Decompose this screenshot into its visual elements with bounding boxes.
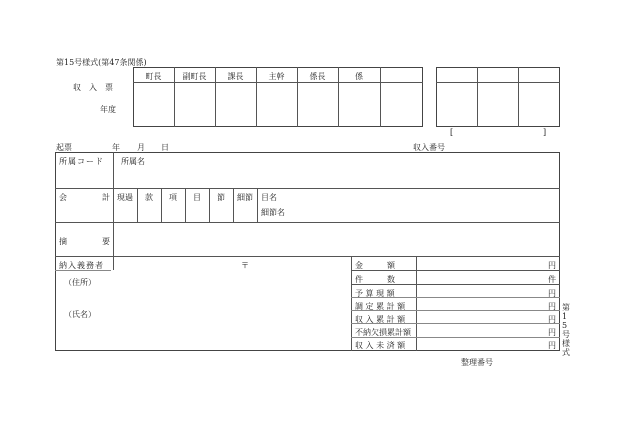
account-label-left: 会 <box>59 193 67 202</box>
day-label: 日 <box>161 143 169 152</box>
dept-name-label: 所属名 <box>121 157 145 166</box>
item-name-label: 目名 <box>261 193 277 202</box>
amount-label-deficit: 不納欠損累計額 <box>355 328 411 337</box>
receipt-label: 収 入 票 <box>73 83 113 92</box>
payer-label: 納入義務者 <box>59 261 104 270</box>
amount-label-budget: 予 算 現 額 <box>355 289 395 298</box>
amount-unit-count: 件 <box>548 275 556 284</box>
summary-label-left: 摘 <box>59 237 67 246</box>
address-label: （住所） <box>64 278 96 287</box>
receipt-stamp-grid <box>436 67 560 127</box>
amount-label-assessed: 調 定 累 計 額 <box>355 302 406 311</box>
management-number-label: 整理番号 <box>461 358 493 367</box>
amount-unit-budget: 円 <box>548 289 556 298</box>
form-title: 第15号様式(第47条関係) <box>56 58 147 67</box>
summary-label-right: 要 <box>102 237 110 246</box>
amount-unit-amount: 円 <box>548 261 556 270</box>
approval-deputy-mayor: 副町長 <box>182 72 207 81</box>
year-label: 年 <box>112 143 120 152</box>
fiscal-year-label: 年度 <box>100 105 116 114</box>
amount-unit-unreceived: 円 <box>548 341 556 350</box>
account-label-right: 計 <box>102 193 110 202</box>
account-col-kou: 項 <box>169 193 177 202</box>
account-col-saisetsu: 細節 <box>237 193 253 202</box>
name-label: （氏名） <box>64 310 96 319</box>
amount-label-unreceived: 収 入 未 済 額 <box>355 341 406 350</box>
approval-subsection-chief: 係長 <box>309 72 326 81</box>
amount-label-amount: 金 額 <box>355 261 395 270</box>
account-col-kan: 款 <box>145 193 153 202</box>
approval-staff: 係 <box>355 72 363 81</box>
amount-unit-received: 円 <box>548 315 556 324</box>
bracket-open: [ <box>450 128 454 137</box>
draft-label: 起票 <box>56 143 72 152</box>
month-label: 月 <box>137 143 145 152</box>
account-col-current-past: 現過 <box>117 193 133 202</box>
receipt-number-label: 収入番号 <box>413 143 445 152</box>
postal-mark: 〒 <box>241 261 249 270</box>
bracket-close: ] <box>543 128 547 137</box>
account-col-setsu: 節 <box>217 193 225 202</box>
amount-label-count: 件 数 <box>355 275 395 284</box>
side-form-label: 第15号様式 <box>562 303 570 357</box>
dept-code-label: 所属コード <box>59 157 104 166</box>
amount-label-received: 収 入 累 計 額 <box>355 315 406 324</box>
account-col-moku: 目 <box>193 193 201 202</box>
approval-manager: 主幹 <box>268 72 285 81</box>
sub-item-name-label: 細節名 <box>261 208 285 217</box>
amount-unit-deficit: 円 <box>548 328 556 337</box>
main-form-table <box>55 152 560 351</box>
approval-section-chief: 課長 <box>227 72 244 81</box>
approval-mayor: 町長 <box>145 72 162 81</box>
amount-unit-assessed: 円 <box>548 302 556 311</box>
